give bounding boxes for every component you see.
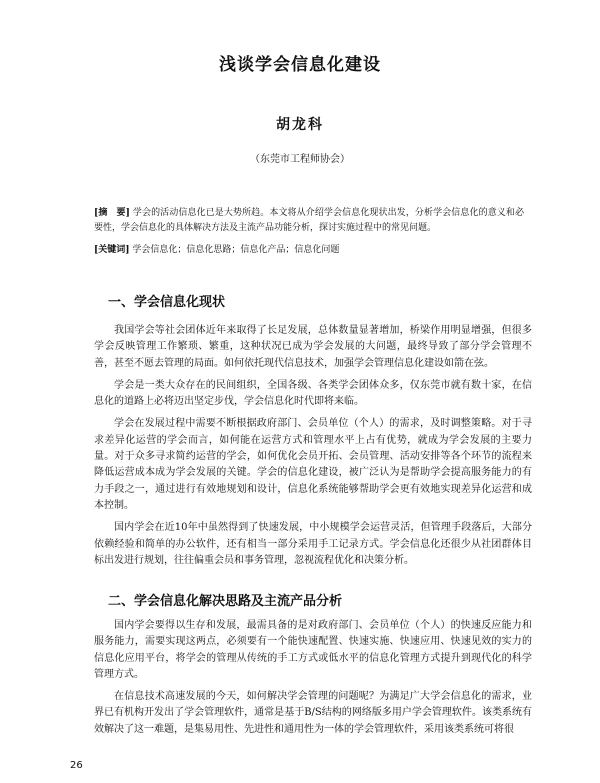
- paragraph: 国内学会在近10年中虽然得到了快速发展，中小规模学会运营灵活，但管理手段落后，大部分依赖经验和简单的办公软件，还有相当一部分采用手工记录方式。学会信息化还很少从社团群体目标出发进行规划，往往偏重会员和事务管理，忽视流程优化和决策分析。: [94, 522, 532, 566]
- page-number: 26: [70, 760, 83, 771]
- author-name: 胡龙科: [276, 117, 324, 133]
- article-title: 浅谈学会信息化建设: [219, 55, 381, 75]
- keywords-label: [关键词]: [94, 245, 130, 255]
- section-body-2: [94, 618, 532, 744]
- keywords-text: 学会信息化；信息化思路；信息化产品；信息化问题: [132, 245, 340, 255]
- section-body-1: [94, 323, 532, 575]
- paragraph: 国内学会要得以生存和发展，最需具备的是对政府部门、会员单位（个人）的快速反应能力和服务能力，需要实现这两点，必须要有一个能快速配置、快速实施、快速应用、快速见效的实力的信息化应用平台，将学会的管理从传统的手工方式或低水平的信息化管理方式提升到现代化的科学管理方式。: [94, 620, 532, 680]
- section-heading-1: 一、学会信息化现状: [108, 295, 226, 310]
- paragraph: 学会在发展过程中需要不断根据政府部门、会员单位（个人）的需求，及时调整策略。对于寻求差异化运营的学会而言，如何能在运营方式和管理水平上占有优势，就成为学会发展的主要力量。对于众多寻求简约运营的学会，如何优化会员开拓、会员管理、活动安排等各个环节的流程来降低运营成本成为学会发展的关键。学会的信息化建设，被广泛认为是帮助学会提高服务能力的有力手段之一，通过进行有效地规划和设计，信息化系统能够帮助学会更有效地实现差异化运营和成本控制。: [94, 418, 532, 511]
- section-heading-2: 二、学会信息化解决思路及主流产品分析: [108, 594, 343, 609]
- abstract-label: [摘 要]: [94, 208, 130, 218]
- paragraph: 我国学会等社会团体近年来取得了长足发展，总体数量显著增加，桥梁作用明显增强，但很多学会反映管理工作繁琐、繁重，这种状况已成为学会发展的大问题，最终导致了部分学会管理不善，甚至不愿去管理的局面。如何依托现代信息技术，加强学会管理信息化建设如箭在弦。: [94, 325, 532, 369]
- abstract: [94, 206, 524, 236]
- author-affiliation: （东莞市工程师协会）: [250, 154, 350, 165]
- keywords: [94, 243, 524, 258]
- paragraph: 在信息技术高速发展的今天，如何解决学会管理的问题呢？为满足广大学会信息化的需求，业界已有机构开发出了学会管理软件，通常是基于B/S结构的网络版多用户学会管理软件。该类系统有效解决了这一难题，是集易用性、先进性和通用性为一体的学会管理软件，采用该类系统可将很: [94, 691, 532, 735]
- abstract-text: 学会的活动信息化已是大势所趋。本文将从介绍学会信息化现状出发，分析学会信息化的意义和必要性，学会信息化的具体解决方法及主流产品功能分析，探讨实施过程中的常见问题。: [94, 208, 524, 233]
- paragraph: 学会是一类大众存在的民间组织，全国各级、各类学会团体众多，仅东莞市就有数十家，在信息化的道路上必将迈出坚定步伐，学会信息化时代即将来临。: [94, 379, 532, 408]
